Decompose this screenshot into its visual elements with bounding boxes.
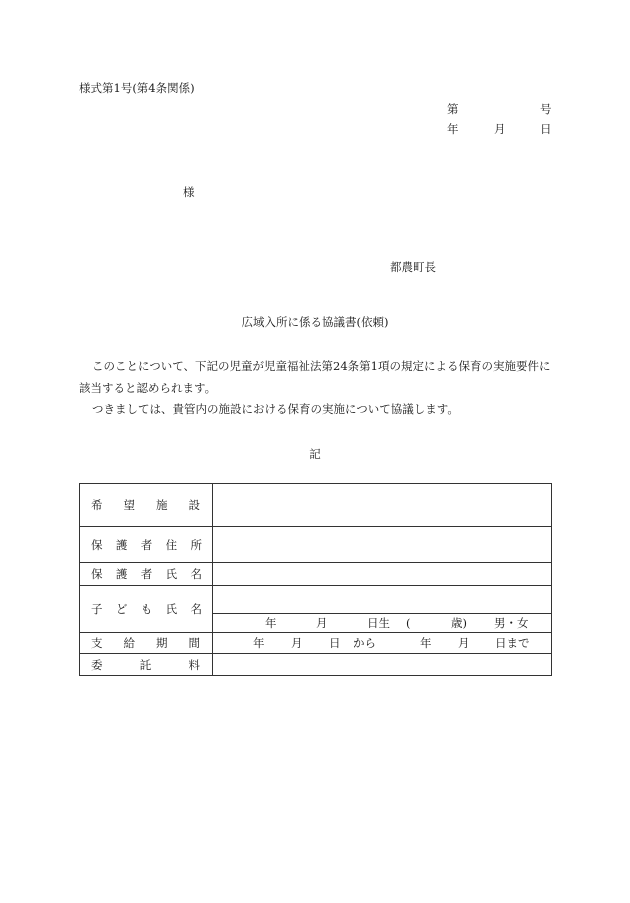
table-row (80, 484, 552, 527)
value-desired-facility[interactable] (213, 484, 552, 527)
period-to-day: 日まで (495, 636, 530, 650)
sender-name: 都農町長 (390, 260, 436, 274)
ki-heading: 記 (309, 447, 321, 461)
label-char: 給 (123, 636, 135, 650)
value-payment-period[interactable] (213, 633, 552, 654)
label-char: 希 (91, 498, 103, 512)
birth-year-unit: 年 (265, 616, 277, 630)
label-char: 委 (91, 657, 103, 672)
label-char: ど (115, 602, 128, 616)
label-char: 施 (156, 498, 168, 512)
doc-number-suffix: 号 (540, 102, 552, 116)
label-char: 名 (190, 567, 202, 581)
period-from-word: から (353, 636, 376, 650)
label-char: 期 (156, 636, 168, 650)
period-from-day: 日 (329, 636, 341, 650)
table-row (80, 527, 552, 563)
table-row (80, 654, 552, 676)
label-char: 所 (190, 537, 202, 552)
date-day: 日 (540, 122, 552, 136)
table-row (80, 563, 552, 586)
label-consignment-fee (80, 654, 213, 676)
document-title: 広域入所に係る協議書(依頼) (241, 315, 389, 329)
label-guardian-name (80, 563, 213, 586)
label-char: 護 (115, 537, 128, 552)
label-char: 者 (140, 537, 153, 552)
period-to-year: 年 (420, 636, 432, 650)
form-number: 様式第1号(第4条関係) (79, 81, 195, 95)
value-guardian-name[interactable] (213, 563, 552, 586)
value-guardian-address[interactable] (213, 527, 552, 563)
birth-month-unit: 月 (316, 616, 328, 630)
table-row (80, 586, 552, 633)
label-char: も (140, 602, 153, 616)
label-child-name (80, 586, 213, 633)
label-guardian-address (80, 527, 213, 563)
body-paragraph1-line2: 該当すると認められます。 (79, 381, 217, 395)
label-char: 設 (188, 498, 200, 512)
body-paragraph1-line1: このことについて、下記の児童が児童福祉法第24条第1項の規定による保育の実施要件に (92, 359, 551, 373)
label-char: 望 (123, 498, 135, 512)
value-child-name[interactable] (213, 586, 552, 633)
label-char: 保 (91, 567, 103, 581)
date-month: 月 (494, 122, 506, 136)
age-open-paren: ( (406, 616, 411, 630)
body-paragraph2: つきましては、貴管内の施設における保育の実施について協議します。 (92, 402, 459, 416)
value-consignment-fee[interactable] (213, 654, 552, 676)
label-char: 料 (188, 657, 200, 672)
period-to-month: 月 (458, 636, 470, 650)
label-desired-facility (80, 484, 213, 527)
label-char: 間 (188, 636, 200, 650)
period-from-month: 月 (291, 636, 303, 650)
label-char: 住 (165, 537, 178, 552)
doc-number-prefix: 第 (447, 102, 459, 116)
age-unit: 歳) (451, 616, 467, 630)
label-char: 護 (115, 567, 128, 581)
date-year: 年 (447, 122, 459, 136)
label-char: 託 (139, 657, 152, 672)
addressee-honorific: 様 (183, 185, 195, 199)
label-char: 保 (91, 537, 103, 552)
label-payment-period (80, 633, 213, 654)
birth-date-line (213, 613, 551, 632)
label-char: 名 (190, 602, 202, 616)
sex-choice: 男・女 (494, 616, 529, 630)
form-table (79, 483, 552, 676)
period-from-year: 年 (253, 636, 265, 650)
label-char: 者 (140, 567, 153, 581)
label-char: 子 (91, 602, 103, 616)
table-row (80, 633, 552, 654)
birth-day-unit: 日生 (367, 616, 390, 630)
label-char: 氏 (165, 567, 178, 581)
label-char: 支 (91, 636, 103, 650)
label-char: 氏 (165, 602, 178, 616)
